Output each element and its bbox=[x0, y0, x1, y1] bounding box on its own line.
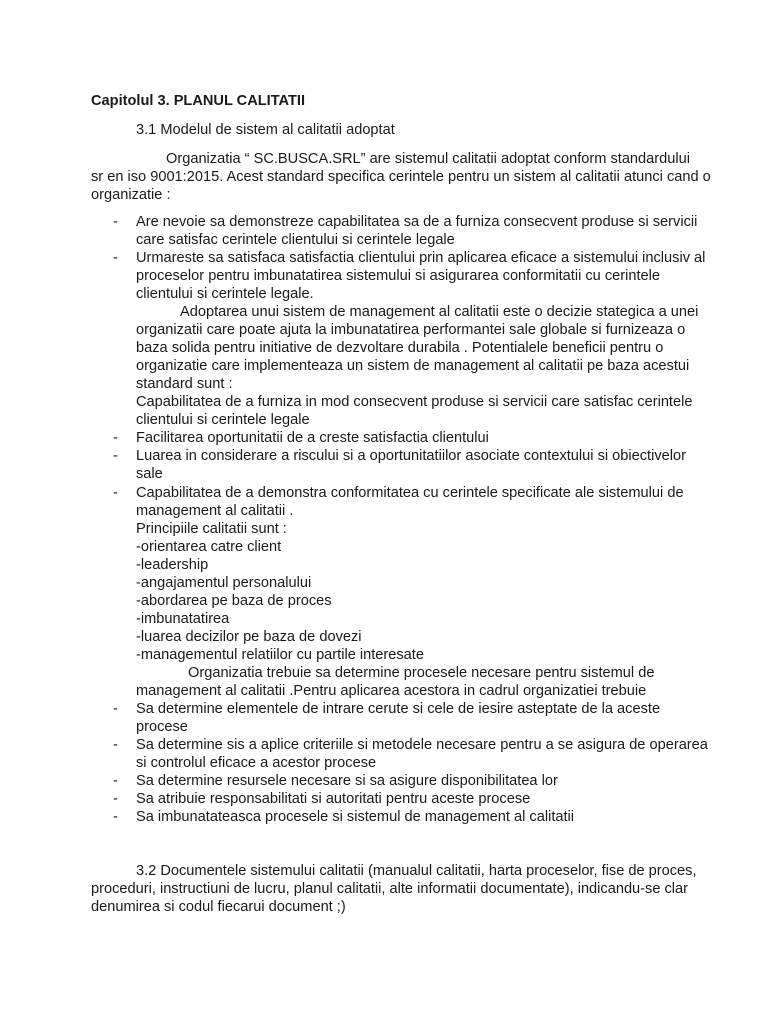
section-3-2-line-1: 3.2 Documentele sistemului calitatii (manualul calitatii, harta proceselor, fise de proces, bbox=[136, 863, 697, 879]
principle-item: -angajamentul personalului bbox=[136, 575, 312, 591]
principle-item: -luarea decizilor pe baza de dovezi bbox=[136, 629, 362, 645]
bullet-7-line-2: si controlul eficace a acestor procese bbox=[136, 755, 377, 771]
bullet-8-line-1: Sa determine resursele necesare si sa asigure disponibilitatea lor bbox=[136, 773, 558, 789]
org-paragraph-line-2: management al calitatii .Pentru aplicarea acestora in cadrul organizatiei trebuie bbox=[136, 683, 647, 699]
adoption-line-5: standard sunt : bbox=[136, 376, 233, 392]
bullet-1-line-1: Are nevoie sa demonstreze capabilitatea sa de a furniza consecvent produse si servicii bbox=[136, 214, 698, 230]
bullet-3-line-1: Facilitarea oportunitatii de a creste satisfactia clientului bbox=[136, 430, 489, 446]
adoption-line-6: Capabilitatea de a furniza in mod consecvent produse si servicii care satisfac cerintele bbox=[136, 394, 693, 410]
bullet-marker: - bbox=[113, 430, 118, 446]
adoption-line-3: baza solida pentru initiative de dezvoltare durabila . Potentialele beneficii pentru o bbox=[136, 340, 664, 356]
bullet-marker: - bbox=[113, 250, 118, 266]
bullet-9-line-1: Sa atribuie responsabilitati si autoritati pentru aceste procese bbox=[136, 791, 531, 807]
adoption-line-2: organizatii care poate ajuta la imbunatatirea performantei sale globale si furnizeaza o bbox=[136, 322, 686, 338]
bullet-marker: - bbox=[113, 773, 118, 789]
bullet-marker: - bbox=[113, 737, 118, 753]
bullet-2-line-3: clientului si cerintele legale. bbox=[136, 286, 314, 302]
section-3-2-line-2: proceduri, instructiuni de lucru, planul calitatii, alte informatii documentate), indicandu-se clar bbox=[91, 881, 689, 897]
bullet-6-line-1: Sa determine elementele de intrare cerute si cele de iesire asteptate de la aceste bbox=[136, 701, 661, 717]
section-3-2-line-3: denumirea si codul fiecarui document ;) bbox=[91, 899, 346, 915]
principle-item: -orientarea catre client bbox=[136, 539, 282, 555]
chapter-title: Capitolul 3. PLANUL CALITATII bbox=[91, 93, 306, 109]
bullet-2-line-2: proceselor pentru imbunatatirea sistemului si asigurarea conformitatii cu cerintele bbox=[136, 268, 660, 284]
intro-line-1: Organizatia “ SC.BUSCA.SRL” are sistemul calitatii adoptat conform standardului bbox=[166, 151, 690, 167]
bullet-marker: - bbox=[113, 214, 118, 230]
bullet-marker: - bbox=[113, 448, 118, 464]
bullet-7-line-1: Sa determine sis a aplice criteriile si metodele necesare pentru a se asigura de operarea bbox=[136, 737, 708, 753]
bullet-5-line-2: management al calitatii . bbox=[136, 503, 294, 519]
bullet-4-line-1: Luarea in considerare a riscului si a oportunitatiilor asociate contextului si obiectivelor bbox=[136, 448, 686, 464]
principles-intro: Principiile calitatii sunt : bbox=[136, 521, 287, 537]
org-paragraph-line-1: Organizatia trebuie sa determine procesele necesare pentru sistemul de bbox=[188, 665, 655, 681]
bullet-6-line-2: procese bbox=[136, 719, 188, 735]
bullet-marker: - bbox=[113, 701, 118, 717]
bullet-2-line-1: Urmareste sa satisfaca satisfactia clientului prin aplicarea eficace a sistemului inclusiv al bbox=[136, 250, 706, 266]
bullet-5-line-1: Capabilitatea de a demonstra conformitatea cu cerintele specificate ale sistemului de bbox=[136, 485, 684, 501]
principle-item: -leadership bbox=[136, 557, 209, 573]
adoption-line-1: Adoptarea unui sistem de management al calitatii este o decizie stategica a unei bbox=[180, 304, 699, 320]
adoption-line-7: clientului si cerintele legale bbox=[136, 412, 310, 428]
principle-item: -imbunatatirea bbox=[136, 611, 230, 627]
bullet-marker: - bbox=[113, 809, 118, 825]
principle-item: -managementul relatiilor cu partile interesate bbox=[136, 647, 424, 663]
bullet-1-line-2: care satisfac cerintele clientului si cerintele legale bbox=[136, 232, 455, 248]
bullet-10-line-1: Sa imbunatateasca procesele si sistemul de management al calitatii bbox=[136, 809, 575, 825]
intro-line-2: sr en iso 9001:2015. Acest standard specifica cerintele pentru un sistem al calitatii atunci cand o bbox=[91, 169, 711, 185]
section-heading-3-1: 3.1 Modelul de sistem al calitatii adoptat bbox=[136, 122, 395, 138]
bullet-marker: - bbox=[113, 791, 118, 807]
adoption-line-4: organizatie care implementeaza un sistem de management al calitatii pe baza acestui bbox=[136, 358, 690, 374]
bullet-4-line-2: sale bbox=[136, 466, 163, 482]
bullet-marker: - bbox=[113, 485, 118, 501]
principle-item: -abordarea pe baza de proces bbox=[136, 593, 332, 609]
intro-line-3: organizatie : bbox=[91, 187, 171, 203]
